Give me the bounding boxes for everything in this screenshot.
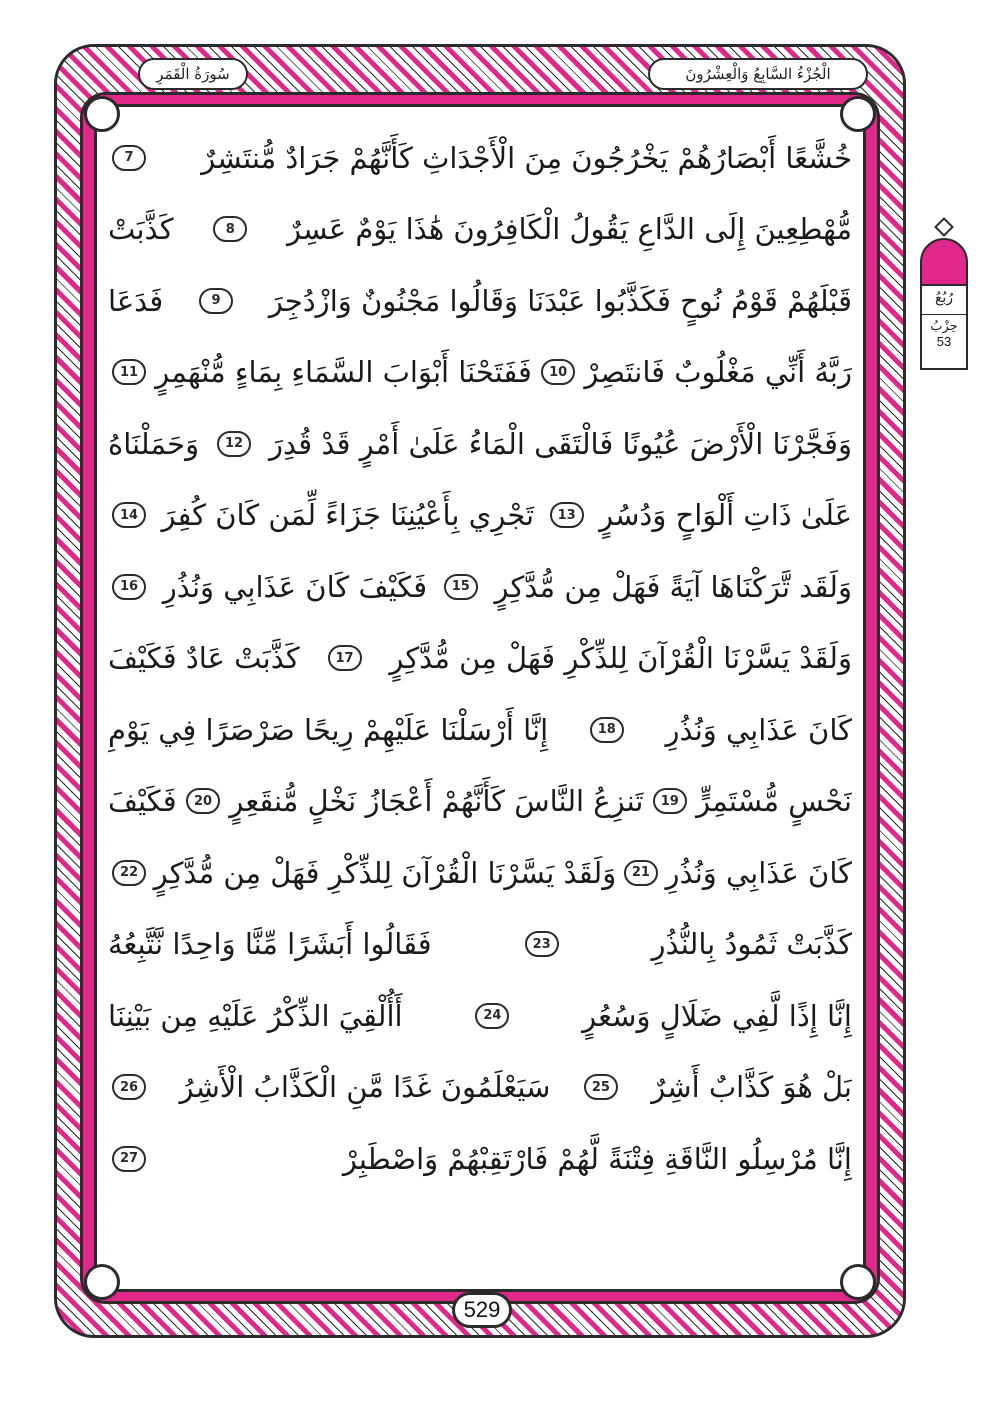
surah-title: سُورَةُ الْقَمَرِ <box>138 58 248 90</box>
verse-text-segment: رَبَّهُ أَنِّي مَغْلُوبٌ فَانتَصِرْ <box>584 355 852 390</box>
text-line <box>108 408 852 480</box>
verse-text-segment: فَكَيْفَ <box>108 784 177 819</box>
verse-text-segment: فَفَتَحْنَا أَبْوَابَ السَّمَاءِ بِمَاءٍ مُّنْهَمِرٍ <box>155 355 532 390</box>
verse-number-marker: 24 <box>475 1003 509 1029</box>
verse-text-segment: كَانَ عَذَابِي وَنُذُرِ <box>665 712 852 747</box>
verse-number-marker: 21 <box>624 860 658 886</box>
verse-text-segment: وَفَجَّرْنَا الْأَرْضَ عُيُونًا فَالْتَقَى الْمَاءُ عَلَىٰ أَمْرٍ قَدْ قُدِرَ <box>269 426 852 461</box>
verse-number-marker: 12 <box>217 431 251 457</box>
verse-text-segment: تَجْرِي بِأَعْيُنِنَا جَزَاءً لِّمَن كَانَ كُفِرَ <box>161 498 535 533</box>
text-line <box>108 623 852 695</box>
verse-number-marker: 13 <box>550 502 584 528</box>
text-line <box>108 1052 852 1124</box>
verse-number-marker: 7 <box>112 145 146 171</box>
verse-number-marker: 15 <box>444 574 478 600</box>
verse-text-segment: خُشَّعًا أَبْصَارُهُمْ يَخْرُجُونَ مِنَ الْأَجْدَاثِ كَأَنَّهُمْ جَرَادٌ مُّنتَشِرٌ <box>201 140 852 175</box>
verse-number-marker: 20 <box>186 788 220 814</box>
verse-number-marker: 8 <box>213 216 247 242</box>
text-line <box>108 337 852 409</box>
text-line <box>108 194 852 266</box>
verse-text-segment: وَلَقَدْ يَسَّرْنَا الْقُرْآنَ لِلذِّكْرِ فَهَلْ مِن مُّدَّكِرٍ <box>153 855 617 890</box>
verse-text-segment: كَانَ عَذَابِي وَنُذُرِ <box>665 855 852 890</box>
text-line <box>108 766 852 838</box>
verse-text-segment: تَنزِعُ النَّاسَ كَأَنَّهُمْ أَعْجَازُ نَخْلٍ مُّنقَعِرٍ <box>229 784 644 819</box>
corner-ornament-bottom-right <box>840 1264 876 1300</box>
verse-text-segment: وَلَقَد تَّرَكْنَاهَا آيَةً فَهَلْ مِن مُّدَّكِرٍ <box>494 569 852 604</box>
verse-number-marker: 16 <box>112 574 146 600</box>
verse-text-segment: كَذَّبَتْ عَادٌ فَكَيْفَ <box>108 641 300 676</box>
verse-number-marker: 19 <box>653 788 687 814</box>
text-line <box>108 265 852 337</box>
rub-label: رُبُعُ <box>934 290 954 306</box>
corner-ornament-bottom-left <box>84 1264 120 1300</box>
text-line <box>108 480 852 552</box>
verse-text-segment: إِنَّا إِذًا لَّفِي ضَلَالٍ وَسُعُرٍ <box>582 998 852 1033</box>
text-line <box>108 1123 852 1195</box>
verse-number-marker: 26 <box>112 1074 146 1100</box>
verse-text-segment: قَبْلَهُمْ قَوْمُ نُوحٍ فَكَذَّبُوا عَبْدَنَا وَقَالُوا مَجْنُونٌ وَازْدُجِرَ <box>268 283 852 318</box>
verse-text-segment: كَذَّبَتْ <box>108 212 174 247</box>
verse-number-marker: 9 <box>199 288 233 314</box>
verse-text-segment: كَذَّبَتْ ثَمُودُ بِالنُّذُرِ <box>651 927 852 962</box>
verse-text-segment: أَأُلْقِيَ الذِّكْرُ عَلَيْهِ مِن بَيْنِنَا <box>108 998 403 1033</box>
hizb-marker <box>918 220 970 370</box>
verse-text-segment: عَلَىٰ ذَاتِ أَلْوَاحٍ وَدُسُرٍ <box>599 498 852 533</box>
verse-text-segment: إِنَّا أَرْسَلْنَا عَلَيْهِمْ رِيحًا صَرْصَرًا فِي يَوْمِ <box>108 712 549 747</box>
page-number: 529 <box>452 1292 512 1328</box>
hizb-number: 53 <box>936 334 952 349</box>
verse-number-marker: 14 <box>112 502 146 528</box>
verse-text-segment: وَلَقَدْ يَسَّرْنَا الْقُرْآنَ لِلذِّكْرِ فَهَلْ مِن مُّدَّكِرٍ <box>389 641 852 676</box>
verse-text-segment: سَيَعْلَمُونَ غَدًا مَّنِ الْكَذَّابُ الْأَشِرُ <box>179 1070 551 1105</box>
verse-text-segment: وَحَمَلْنَاهُ <box>108 426 200 461</box>
verse-text-segment: إِنَّا مُرْسِلُو النَّاقَةِ فِتْنَةً لَّهُمْ فَارْتَقِبْهُمْ وَاصْطَبِرْ <box>342 1141 852 1176</box>
hizb-label: حِزْبُ <box>922 314 966 334</box>
verse-number-marker: 11 <box>112 359 146 385</box>
verse-text <box>108 122 852 1195</box>
hizb-box <box>920 284 968 370</box>
verse-text-segment: نَحْسٍ مُّسْتَمِرٍّ <box>696 784 852 819</box>
verse-number-marker: 10 <box>541 359 575 385</box>
diamond-ornament-icon <box>934 217 954 237</box>
text-line <box>108 909 852 981</box>
verse-text-segment: بَلْ هُوَ كَذَّابٌ أَشِرٌ <box>651 1070 852 1105</box>
verse-text-segment: فَكَيْفَ كَانَ عَذَابِي وَنُذُرِ <box>162 569 428 604</box>
verse-number-marker: 18 <box>590 717 624 743</box>
text-line <box>108 837 852 909</box>
verse-number-marker: 27 <box>112 1146 146 1172</box>
text-line <box>108 122 852 194</box>
text-line <box>108 551 852 623</box>
verse-number-marker: 22 <box>112 860 146 886</box>
verse-number-marker: 17 <box>328 645 362 671</box>
verse-text-segment: مُّهْطِعِينَ إِلَى الدَّاعِ يَقُولُ الْكَافِرُونَ هَٰذَا يَوْمٌ عَسِرٌ <box>286 212 852 247</box>
text-line <box>108 694 852 766</box>
verse-number-marker: 23 <box>525 931 559 957</box>
verse-number-marker: 25 <box>584 1074 618 1100</box>
text-line <box>108 980 852 1052</box>
verse-text-segment: فَقَالُوا أَبَشَرًا مِّنَّا وَاحِدًا نَّتَّبِعُهُ <box>108 927 432 962</box>
juz-title: الْجُزْءُ السَّابِعُ وَالْعِشْرُونَ <box>648 58 868 90</box>
verse-text-segment: فَدَعَا <box>108 283 164 318</box>
